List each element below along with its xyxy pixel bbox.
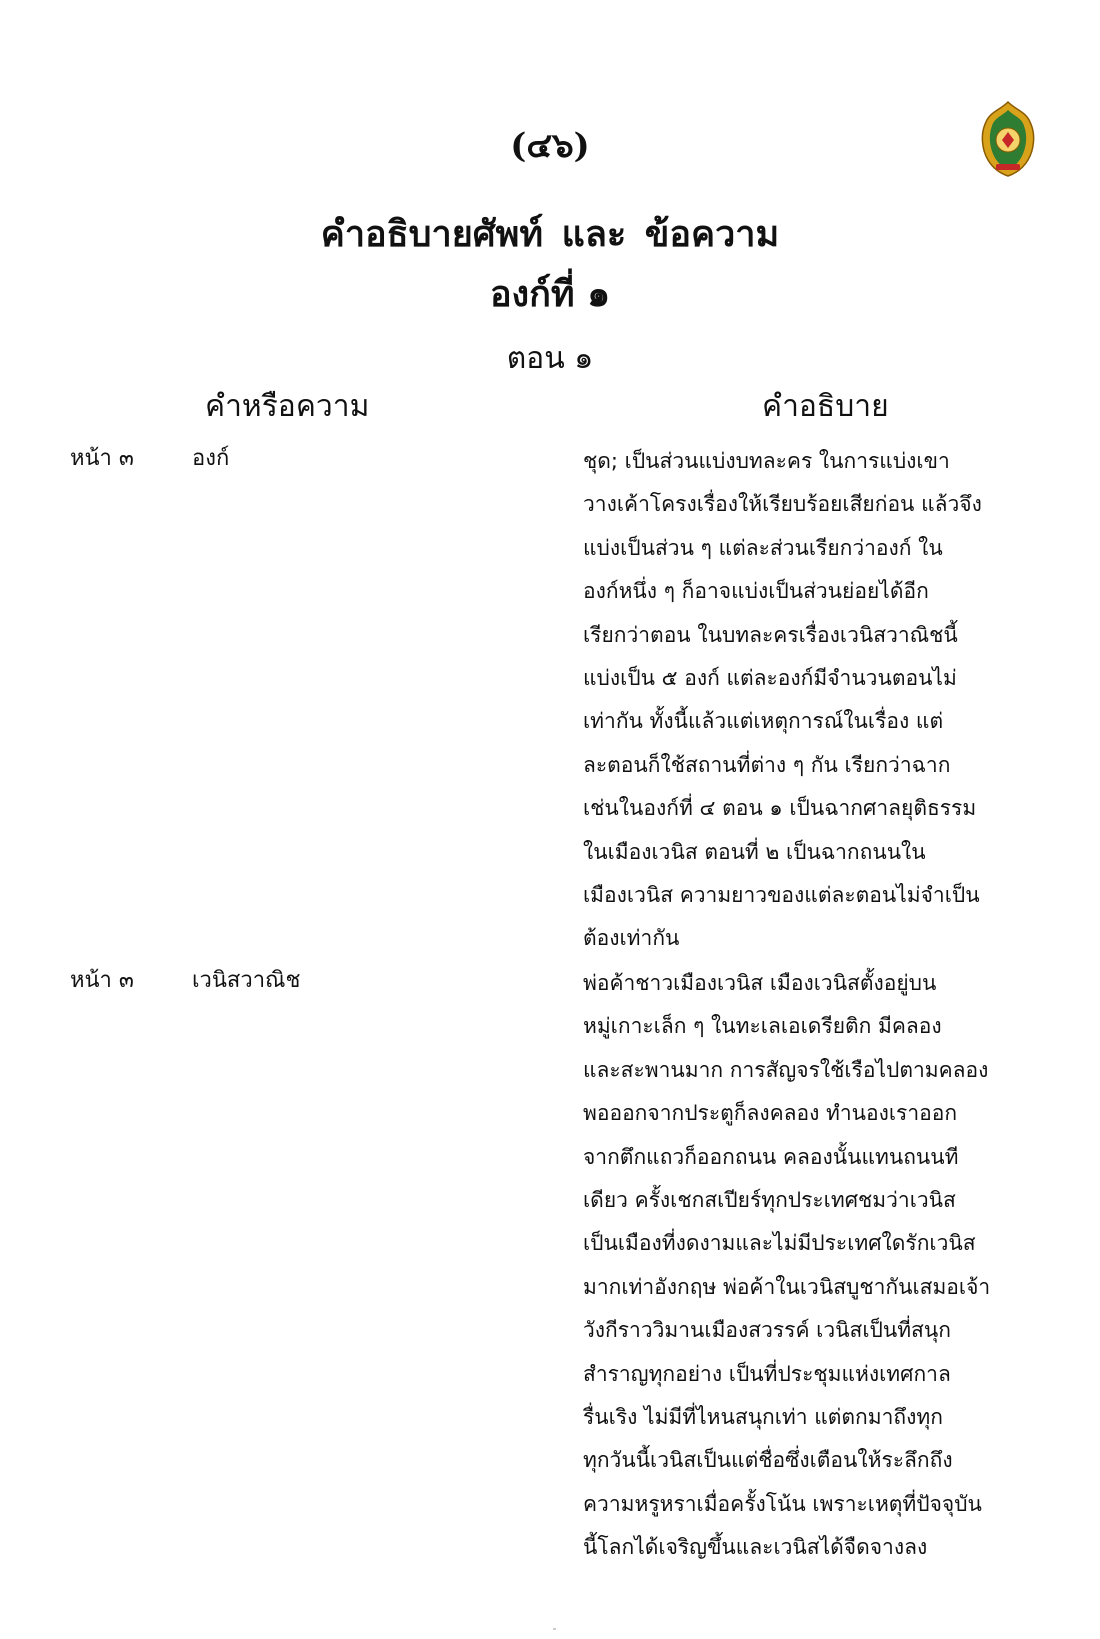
scene-heading: ตอน ๑ (506, 341, 594, 376)
explanation-line: ต้องเท่ากัน (583, 926, 680, 951)
school-emblem-icon (978, 100, 1038, 178)
explanation-line: จากตึกแถวก็ออกถนน คลองนั้นแทนถนนที (583, 1144, 959, 1169)
explanation-line: และสะพานมาก การสัญจรใช้เรือไปตามคลอง (583, 1057, 989, 1082)
explanation-line: เมืองเวนิส ความยาวของแต่ละตอนไม่จำเป็น (583, 883, 980, 908)
explanation-line: เป็นเมืองที่งดงามและไม่มีประเทศใดรักเวนิส (583, 1231, 976, 1256)
document-title: คำอธิบายศัพท์ และ ข้อความ (320, 213, 780, 255)
explanation-line: ชุด; เป็นส่วนแบ่งบทละคร ในการแบ่งเขา (583, 449, 950, 473)
act-heading: องก์ที่ ๑ (489, 273, 611, 315)
entry-explanation (583, 440, 1023, 961)
entry-page-ref: หน้า ๓ (70, 968, 134, 993)
explanation-line: เดียว ครั้งเชกสเปียร์ทุกประเทศชมว่าเวนิส (583, 1188, 956, 1213)
explanation-line: นี้โลกได้เจริญขึ้นและเวนิสได้จืดจางลง (583, 1535, 928, 1560)
explanation-line: ละตอนก็ใช้สถานที่ต่าง ๆ กัน เรียกว่าฉาก (583, 752, 951, 777)
explanation-line: เรียกว่าตอน ในบทละครเรื่องเวนิสวาณิชนี้ (583, 622, 958, 647)
explanation-line: รื่นเริง ไม่มีที่ไหนสนุกเท่า แต่ตกมาถึงทุก (583, 1405, 943, 1430)
explanation-column-header: คำอธิบาย (762, 389, 889, 424)
term-column-header: คำหรือความ (205, 389, 370, 424)
explanation-line: วางเค้าโครงเรื่องให้เรียบร้อยเสียก่อน แล้วจึง (583, 492, 982, 517)
explanation-line: พ่อค้าชาวเมืองเวนิส เมืองเวนิสตั้งอยู่บน (583, 971, 937, 995)
explanation-line: ทุกวันนี้เวนิสเป็นแต่ชื่อซึ่งเตือนให้ระลึกถึง (583, 1448, 953, 1473)
explanation-line: แบ่งเป็นส่วน ๆ แต่ละส่วนเรียกว่าองก์ ใน (583, 535, 943, 560)
explanation-line: ความหรูหราเมื่อครั้งโน้น เพราะเหตุที่ปัจจุบัน (583, 1491, 982, 1516)
explanation-line: มากเท่าอังกฤษ พ่อค้าในเวนิสบูชากันเสมอเจ้า (583, 1274, 991, 1299)
explanation-line: หมู่เกาะเล็ก ๆ ในทะเลเอเดรียติก มีคลอง (583, 1014, 942, 1039)
explanation-line: สำราญทุกอย่าง เป็นที่ประชุมแห่งเทศกาล (583, 1361, 951, 1386)
explanation-line: แบ่งเป็น ๕ องก์ แต่ละองก์มีจำนวนตอนไม่ (583, 666, 957, 691)
entry-term: องก์ (192, 446, 230, 471)
entry-explanation (583, 962, 1023, 1570)
entry-term: เวนิสวาณิช (192, 968, 301, 993)
entry-page-ref: หน้า ๓ (70, 446, 134, 471)
explanation-line: เท่ากัน ทั้งนี้แล้วแต่เหตุการณ์ในเรื่อง แต่ (583, 709, 944, 734)
explanation-line: พอออกจากประตูก็ลงคลอง ทำนองเราออก (583, 1101, 958, 1126)
explanation-line: วังกีราววิมานเมืองสวรรค์ เวนิสเป็นที่สนุก (583, 1318, 951, 1343)
page-number: (๔๖) (510, 126, 590, 166)
scan-speck (553, 1628, 556, 1630)
explanation-line: ในเมืองเวนิส ตอนที่ ๒ เป็นฉากถนนใน (583, 839, 926, 864)
explanation-line: องก์หนึ่ง ๆ ก็อาจแบ่งเป็นส่วนย่อยได้อีก (583, 579, 929, 604)
explanation-line: เช่นในองก์ที่ ๔ ตอน ๑ เป็นฉากศาลยุติธรรม (583, 796, 977, 821)
